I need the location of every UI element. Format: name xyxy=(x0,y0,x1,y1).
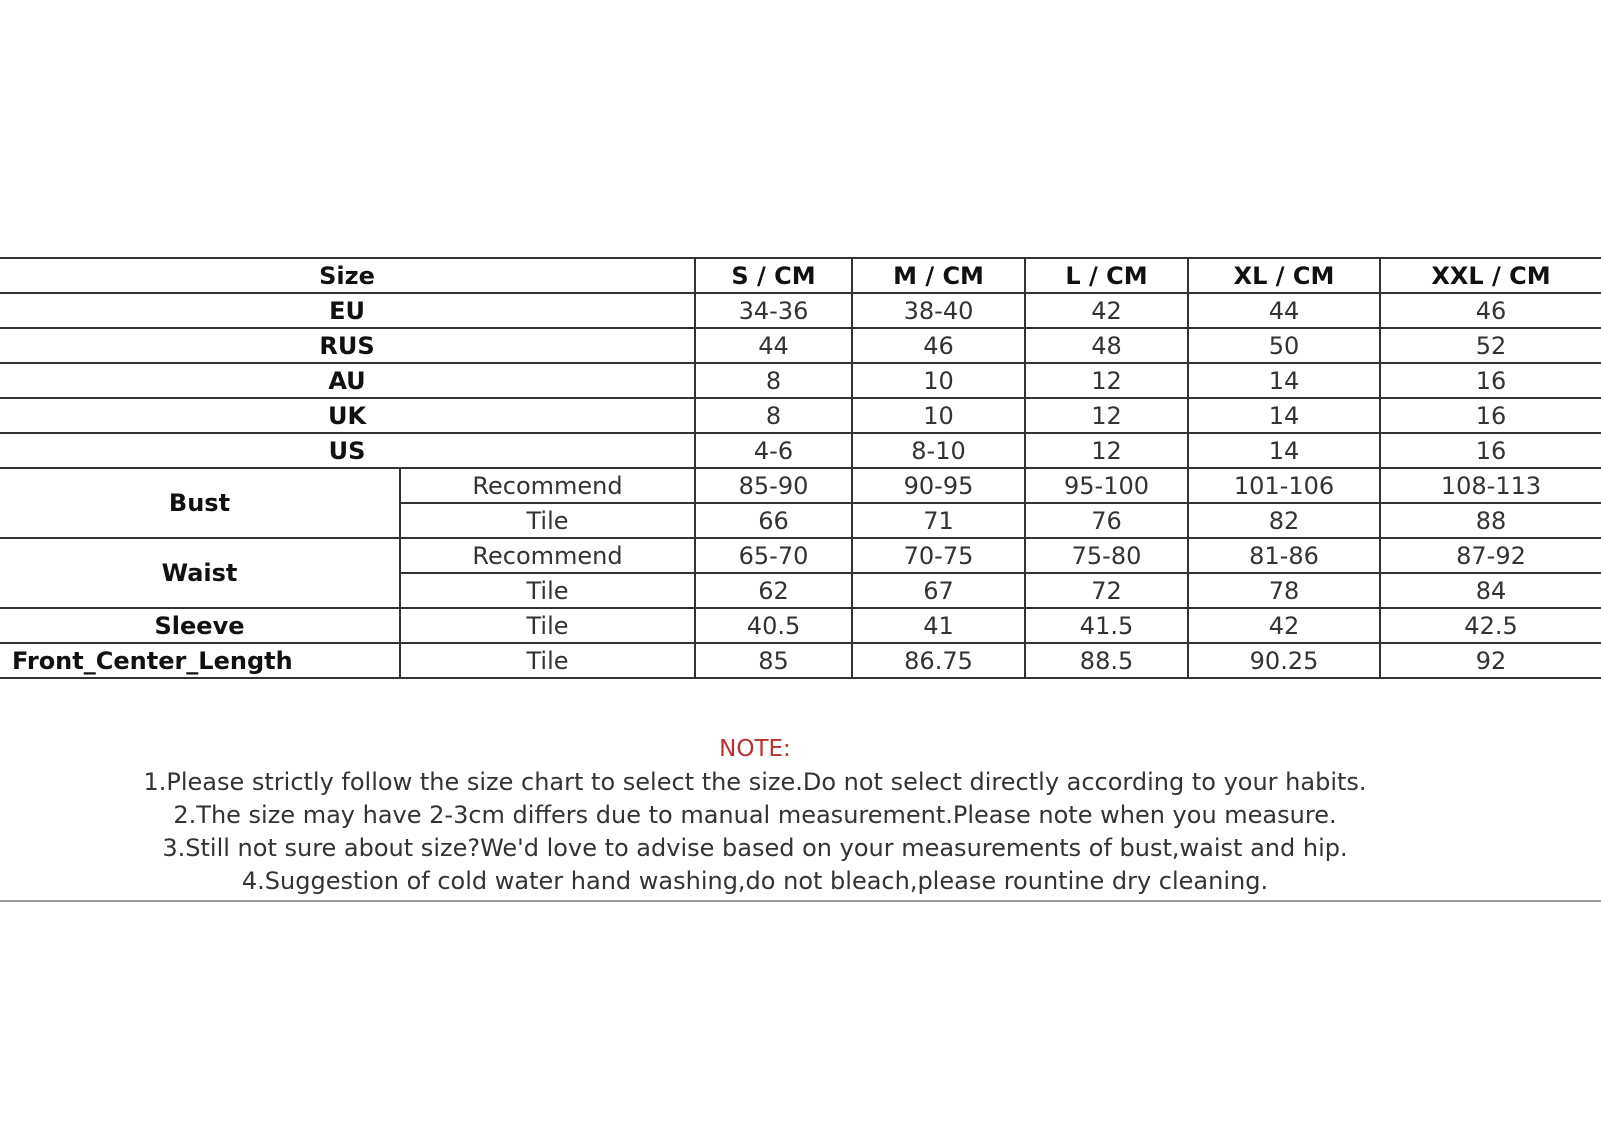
row-label: EU xyxy=(0,293,695,328)
sub-label: Tile xyxy=(400,608,695,643)
table-cell: 67 xyxy=(852,573,1025,608)
size-header-label: Size xyxy=(0,258,695,293)
table-cell: 14 xyxy=(1188,398,1380,433)
table-cell: 81-86 xyxy=(1188,538,1380,573)
table-cell: 16 xyxy=(1380,433,1601,468)
table-cell: 16 xyxy=(1380,398,1601,433)
note-title: NOTE: xyxy=(719,736,791,762)
table-row-us xyxy=(0,433,1601,468)
sub-label: Recommend xyxy=(400,468,695,503)
row-label: RUS xyxy=(0,328,695,363)
table-cell: 10 xyxy=(852,363,1025,398)
table-cell: 95-100 xyxy=(1025,468,1188,503)
size-header-l: L / CM xyxy=(1025,258,1188,293)
note-line-4: 4.Suggestion of cold water hand washing,do not bleach,please rountine dry cleaning. xyxy=(241,867,1269,895)
table-cell: 16 xyxy=(1380,363,1601,398)
table-row-eu xyxy=(0,293,1601,328)
sub-label: Tile xyxy=(400,573,695,608)
row-label-front-center-length: Front_Center_Length xyxy=(0,643,400,678)
table-cell: 52 xyxy=(1380,328,1601,363)
row-label: US xyxy=(0,433,695,468)
size-header-m: M / CM xyxy=(852,258,1025,293)
table-cell: 44 xyxy=(695,328,852,363)
table-cell: 101-106 xyxy=(1188,468,1380,503)
table-cell: 85 xyxy=(695,643,852,678)
table-cell: 10 xyxy=(852,398,1025,433)
table-cell: 40.5 xyxy=(695,608,852,643)
table-cell: 70-75 xyxy=(852,538,1025,573)
table-cell: 87-92 xyxy=(1380,538,1601,573)
header-row xyxy=(0,258,1601,293)
row-label-sleeve: Sleeve xyxy=(0,608,400,643)
table-row-rus xyxy=(0,328,1601,363)
table-row-uk xyxy=(0,398,1601,433)
table-row-front-center-length xyxy=(0,643,1601,678)
table-cell: 41 xyxy=(852,608,1025,643)
table-row-sleeve xyxy=(0,608,1601,643)
table-row-waist-recommend xyxy=(0,538,1601,573)
table-cell: 34-36 xyxy=(695,293,852,328)
table-cell: 90-95 xyxy=(852,468,1025,503)
sub-label: Tile xyxy=(400,643,695,678)
size-chart-table xyxy=(0,257,1601,679)
table-cell: 8 xyxy=(695,363,852,398)
table-cell: 85-90 xyxy=(695,468,852,503)
table-cell: 8 xyxy=(695,398,852,433)
table-cell: 88.5 xyxy=(1025,643,1188,678)
table-cell: 12 xyxy=(1025,398,1188,433)
table-cell: 86.75 xyxy=(852,643,1025,678)
size-header-xl: XL / CM xyxy=(1188,258,1380,293)
table-cell: 65-70 xyxy=(695,538,852,573)
size-header-s: S / CM xyxy=(695,258,852,293)
table-cell: 92 xyxy=(1380,643,1601,678)
row-label: UK xyxy=(0,398,695,433)
table-cell: 8-10 xyxy=(852,433,1025,468)
table-cell: 12 xyxy=(1025,433,1188,468)
table-cell: 14 xyxy=(1188,363,1380,398)
table-cell: 42.5 xyxy=(1380,608,1601,643)
table-cell: 50 xyxy=(1188,328,1380,363)
table-cell: 4-6 xyxy=(695,433,852,468)
row-label-bust: Bust xyxy=(0,468,400,538)
sub-label: Tile xyxy=(400,503,695,538)
table-cell: 66 xyxy=(695,503,852,538)
table-cell: 71 xyxy=(852,503,1025,538)
table-cell: 44 xyxy=(1188,293,1380,328)
table-cell: 75-80 xyxy=(1025,538,1188,573)
table-cell: 82 xyxy=(1188,503,1380,538)
table-row-au xyxy=(0,363,1601,398)
table-cell: 48 xyxy=(1025,328,1188,363)
table-cell: 46 xyxy=(1380,293,1601,328)
table-cell: 88 xyxy=(1380,503,1601,538)
sub-label: Recommend xyxy=(400,538,695,573)
table-cell: 90.25 xyxy=(1188,643,1380,678)
table-cell: 108-113 xyxy=(1380,468,1601,503)
table-cell: 41.5 xyxy=(1025,608,1188,643)
note-line-1: 1.Please strictly follow the size chart to select the size.Do not select directly according to your habits. xyxy=(143,768,1367,796)
table-cell: 78 xyxy=(1188,573,1380,608)
table-cell: 42 xyxy=(1188,608,1380,643)
table-cell: 42 xyxy=(1025,293,1188,328)
table-cell: 84 xyxy=(1380,573,1601,608)
row-label-waist: Waist xyxy=(0,538,400,608)
table-cell: 14 xyxy=(1188,433,1380,468)
table-cell: 76 xyxy=(1025,503,1188,538)
row-label: AU xyxy=(0,363,695,398)
table-cell: 46 xyxy=(852,328,1025,363)
divider-line xyxy=(0,900,1601,902)
table-cell: 12 xyxy=(1025,363,1188,398)
note-line-3: 3.Still not sure about size?We'd love to advise based on your measurements of bust,waist and hip. xyxy=(162,834,1348,862)
note-line-2: 2.The size may have 2-3cm differs due to manual measurement.Please note when you measure. xyxy=(173,801,1337,829)
notes-section xyxy=(0,733,1510,898)
table-cell: 72 xyxy=(1025,573,1188,608)
table-row-bust-recommend xyxy=(0,468,1601,503)
table-cell: 62 xyxy=(695,573,852,608)
size-header-xxl: XXL / CM xyxy=(1380,258,1601,293)
table-cell: 38-40 xyxy=(852,293,1025,328)
